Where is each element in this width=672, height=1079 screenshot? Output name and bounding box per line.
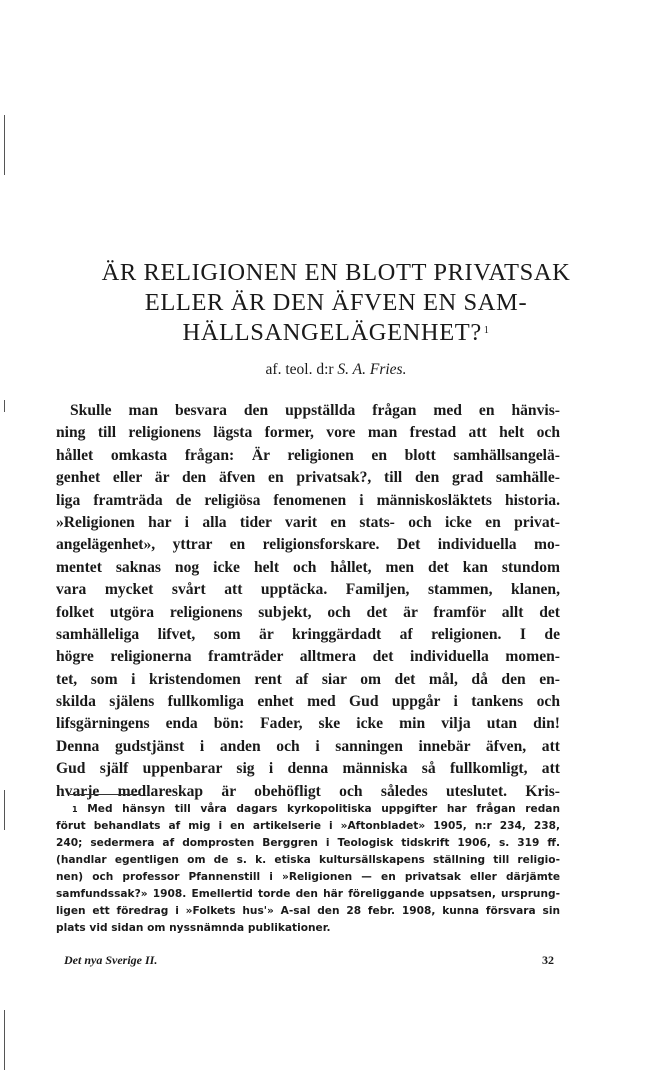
footnote [56, 801, 560, 937]
title-line: ÄR RELIGIONEN EN BLOTT PRIVATSAK [101, 259, 571, 286]
byline-prefix: af. teol. d:r [265, 361, 334, 378]
body-line: samhälleliga lifvet, som är kringgärdadt af religionen. I de [56, 625, 560, 643]
footnote-line [56, 801, 560, 818]
title-line: ELLER ÄR DEN ÄFVEN EN SAM- [144, 289, 528, 316]
footnote-line: ligen ett föredrag i »Folkets hus'» A-sal den 28 febr. 1908, kunna försvara sin [56, 905, 560, 917]
byline [60, 360, 612, 380]
body-line: ning till religionens lägsta former, vore man frestad att helt och [56, 424, 560, 442]
body-line: lifsgärningens enda bön: Fader, ske icke min vilja utan din! [56, 715, 560, 733]
margin-mark [4, 400, 5, 412]
article-title [60, 258, 612, 348]
body-line: Skulle man besvara den uppställda frågan med en hänvis- [70, 402, 560, 419]
footnote-divider [70, 794, 140, 795]
footnote-line: 240; sedermera af domprosten Berggren i Teologisk tidskrift 1906, s. 319 ff. [56, 837, 560, 849]
body-line: »Religionen har i alla tider varit en stats- och icke en privat- [56, 513, 560, 531]
body-line: högre religionerna framträder alltmera det individuella momen- [56, 648, 560, 666]
footnote-line: förut behandlats af mig i en artikelserie i »Aftonbladet» 1905, n:r 234, 238, [56, 820, 560, 832]
body-line: skilda själens fullkomliga enhet med Gud uppgår i tankens och [56, 693, 560, 711]
body-line: folket utgöra religionens subjekt, och det är framför allt det [56, 603, 560, 621]
footnote-line-text: Med hänsyn till våra dagars kyrkopolitiska uppgifter har frågan redan [87, 803, 560, 815]
margin-mark [4, 115, 5, 175]
page-number: 32 [542, 953, 554, 967]
body-line: hållet omkasta frågan: Är religionen en blott samhällsangelä- [56, 446, 560, 464]
margin-mark [4, 790, 5, 830]
body-line: mentet saknas nog icke helt och hållet, men det kan stundom [56, 558, 560, 576]
footnote-line: samfundssak?» 1908. Emellertid torde den här föreliggande uppsatsen, ursprung- [56, 888, 560, 900]
body-line: Gud själf uppenbarar sig i denna människa så fullkomligt, att [56, 760, 560, 778]
footnote-line: plats vid sidan om nyssnämnda publikationer. [56, 922, 331, 934]
body-line: genhet eller är den äfven en privatsak?, till den grad samhälle- [56, 469, 560, 487]
body-line: liga framträda de religiösa fenomenen i människosläktets historia. [56, 491, 560, 509]
journal-title: Det nya Sverige II. [64, 953, 158, 967]
title-footnote-mark: 1 [483, 325, 490, 336]
body-line: angelägenhet», yttrar en religionsforskare. Det individuella mo- [56, 536, 560, 554]
footnote-mark: 1 [72, 805, 78, 814]
title-line [60, 318, 612, 348]
body-line: hvarje medlareskap är obehöfligt och således uteslutet. Kris- [56, 782, 560, 800]
body-text [56, 400, 560, 803]
footnote-line: (handlar egentligen om de s. k. etiska kultursällskapens ställning till religio- [56, 854, 560, 866]
margin-mark [4, 1010, 5, 1070]
body-line: vara mycket svårt att upptäcka. Familjen, stammen, klanen, [56, 581, 560, 599]
title-line-text: HÄLLSANGELÄGENHET? [182, 319, 482, 346]
body-line: tet, som i kristendomen rent af siar om det mål, då den en- [56, 670, 560, 688]
footnote-line: nen) och professor Pfannenstill i »Religionen — en privatsak eller därjämte [56, 871, 560, 883]
body-line: Denna gudstjänst i anden och i sanningen innebär äfven, att [56, 737, 560, 755]
author-name: S. A. Fries. [337, 361, 407, 378]
